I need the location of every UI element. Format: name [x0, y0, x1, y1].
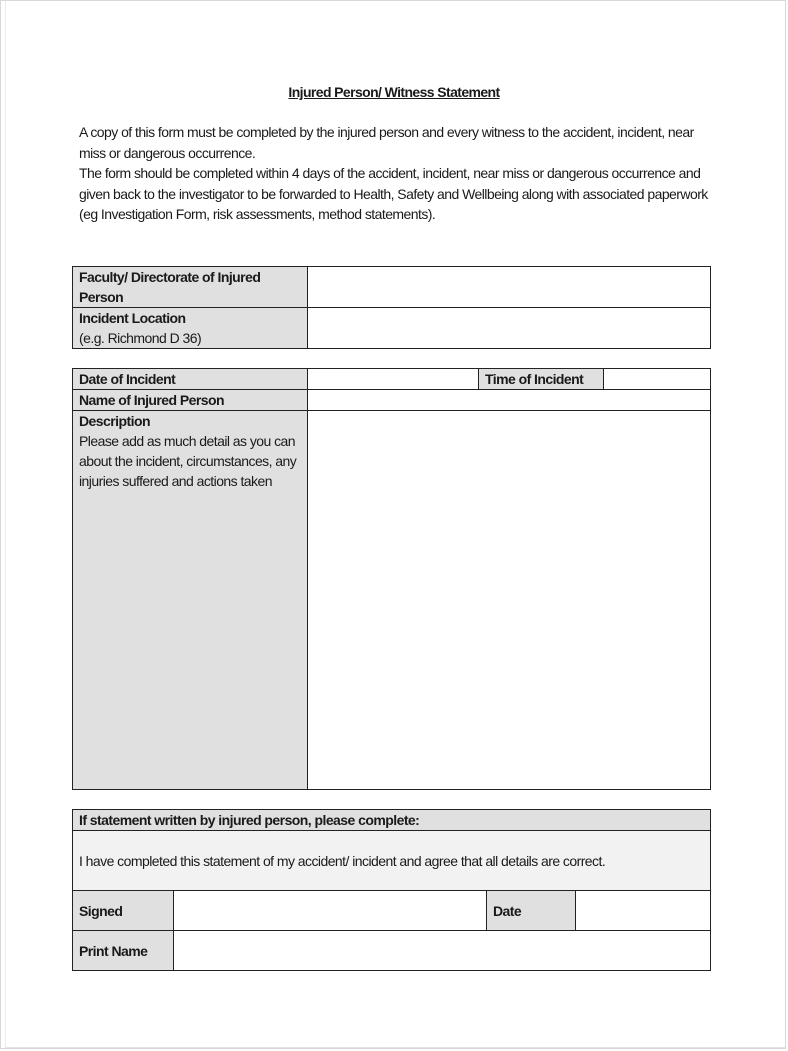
intro-paragraph-2: The form should be completed within 4 days of the accident, incident, near miss or dangerous occurrence and given back to the investigator to be forwarded to Health, Safety and Wellbeing along with associated paperwork (eg Investigation Form, risk assessments, method statements).: [79, 165, 708, 222]
description-label: Description: [79, 413, 150, 429]
location-label-cell: [73, 308, 308, 349]
location-table: [72, 266, 711, 349]
signed-field[interactable]: [174, 891, 487, 931]
location-field[interactable]: [308, 308, 711, 349]
print-name-label: Print Name: [73, 931, 174, 971]
declaration-date-field[interactable]: [576, 891, 711, 931]
document-title: Injured Person/ Witness Statement: [288, 84, 500, 100]
date-label: Date of Incident: [73, 369, 308, 390]
declaration-statement: I have completed this statement of my accident/ incident and agree that all details are correct.: [73, 831, 711, 891]
signed-label: Signed: [73, 891, 174, 931]
location-hint: (e.g. Richmond D 36): [79, 330, 202, 346]
description-hint: Please add as much detail as you can about the incident, circumstances, any injuries suffered and actions taken: [79, 433, 297, 489]
faculty-label: Faculty/ Directorate of Injured Person: [73, 267, 308, 308]
location-label: Incident Location: [79, 310, 186, 326]
print-name-field[interactable]: [174, 931, 711, 971]
date-field[interactable]: [308, 369, 479, 390]
description-label-cell: [73, 411, 308, 790]
faculty-field[interactable]: [308, 267, 711, 308]
declaration-header: If statement written by injured person, please complete:: [73, 810, 711, 831]
declaration-date-label: Date: [487, 891, 576, 931]
description-field[interactable]: [308, 411, 711, 790]
declaration-table: [72, 809, 711, 971]
time-label: Time of Incident: [479, 369, 604, 390]
intro-paragraph-1: A copy of this form must be completed by the injured person and every witness to the accident, incident, near miss or dangerous occurrence.: [79, 124, 694, 161]
name-field[interactable]: [308, 390, 711, 411]
incident-table: [72, 368, 711, 790]
intro-text: [79, 122, 719, 225]
name-label: Name of Injured Person: [73, 390, 308, 411]
time-field[interactable]: [604, 369, 711, 390]
